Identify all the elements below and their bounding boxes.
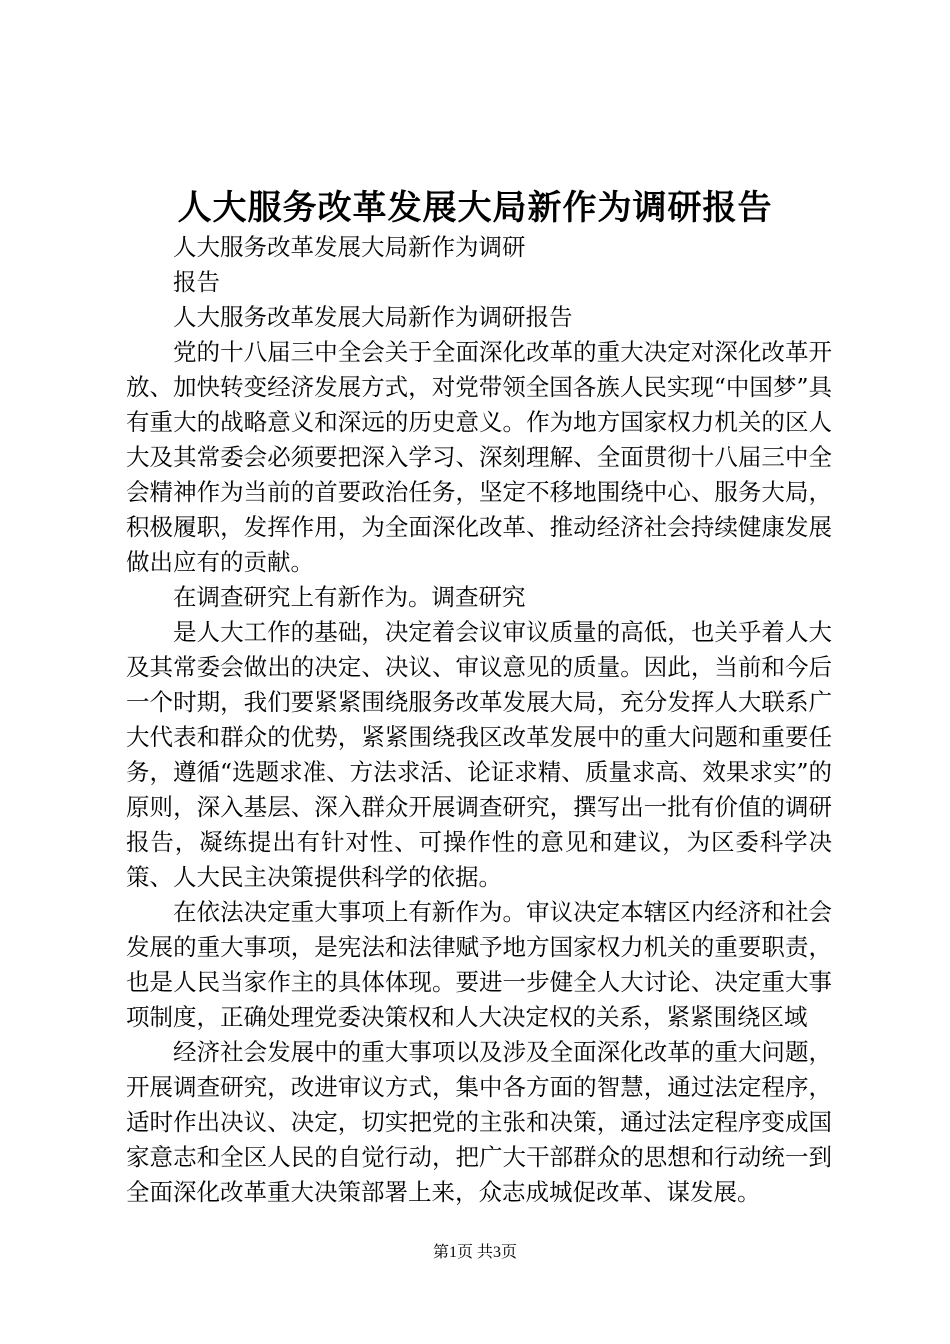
paragraph-subtitle-line-2: 报告	[173, 268, 220, 296]
document-body	[126, 230, 832, 1210]
paragraph-subtitle-line-1: 人大服务改革发展大局新作为调研	[173, 233, 526, 261]
paragraph-decision-body: 经济社会发展中的重大事项以及涉及全面深化改革的重大问题，开展调查研究，改进审议方式，集中各方面的智慧，通过法定程序，适时作出决议、决定，切实把党的主张和决策，通过法定程序变成国家意志和全区人民的自觉行动，把广大干部群众的思想和行动统一到全面深化改革重大决策部署上来，众志成城促改革、谋发展。	[126, 1038, 832, 1206]
page-number: 第1页	[432, 1244, 473, 1261]
paragraph-intro: 党的十八届三中全会关于全面深化改革的重大决定对深化改革开放、加快转变经济发展方式，对党带领全国各族人民实现“中国梦”具有重大的战略意义和深远的历史意义。作为地方国家权力机关的区人大及其常委会必须要把深入学习、深刻理解、全面贯彻十八届三中全会精神作为当前的首要政治任务，坚定不移地围绕中心、服务大局，积极履职，发挥作用，为全面深化改革、推动经济社会持续健康发展做出应有的贡献。	[126, 338, 832, 576]
page-footer	[0, 1243, 950, 1263]
paragraph-decision-heading: 在依法决定重大事项上有新作为。审议决定本辖区内经济和社会发展的重大事项，是宪法和法律赋予地方国家权力机关的重要职责，也是人民当家作主的具体体现。要进一步健全人大讨论、决定重大事项制度，正确处理党委决策权和人大决定权的关系，紧紧围绕区域	[126, 898, 832, 1031]
paragraph-research-heading: 在调查研究上有新作为。调查研究	[173, 583, 526, 611]
paragraph-repeated-title: 人大服务改革发展大局新作为调研报告	[173, 303, 573, 331]
document-title: 人大服务改革发展大局新作为调研报告	[177, 188, 773, 228]
page-total: 共3页	[477, 1244, 518, 1261]
paragraph-research-body: 是人大工作的基础，决定着会议审议质量的高低，也关乎着人大及其常委会做出的决定、决议、审议意见的质量。因此，当前和今后一个时期，我们要紧紧围绕服务改革发展大局，充分发挥人大联系广大代表和群众的优势，紧紧围绕我区改革发展中的重大问题和重要任务，遵循“选题求准、方法求活、论证求精、质量求高、效果求实”的原则，深入基层、深入群众开展调查研究，撰写出一批有价值的调研报告，凝练提出有针对性、可操作性的意见和建议，为区委科学决策、人大民主决策提供科学的依据。	[126, 618, 832, 891]
